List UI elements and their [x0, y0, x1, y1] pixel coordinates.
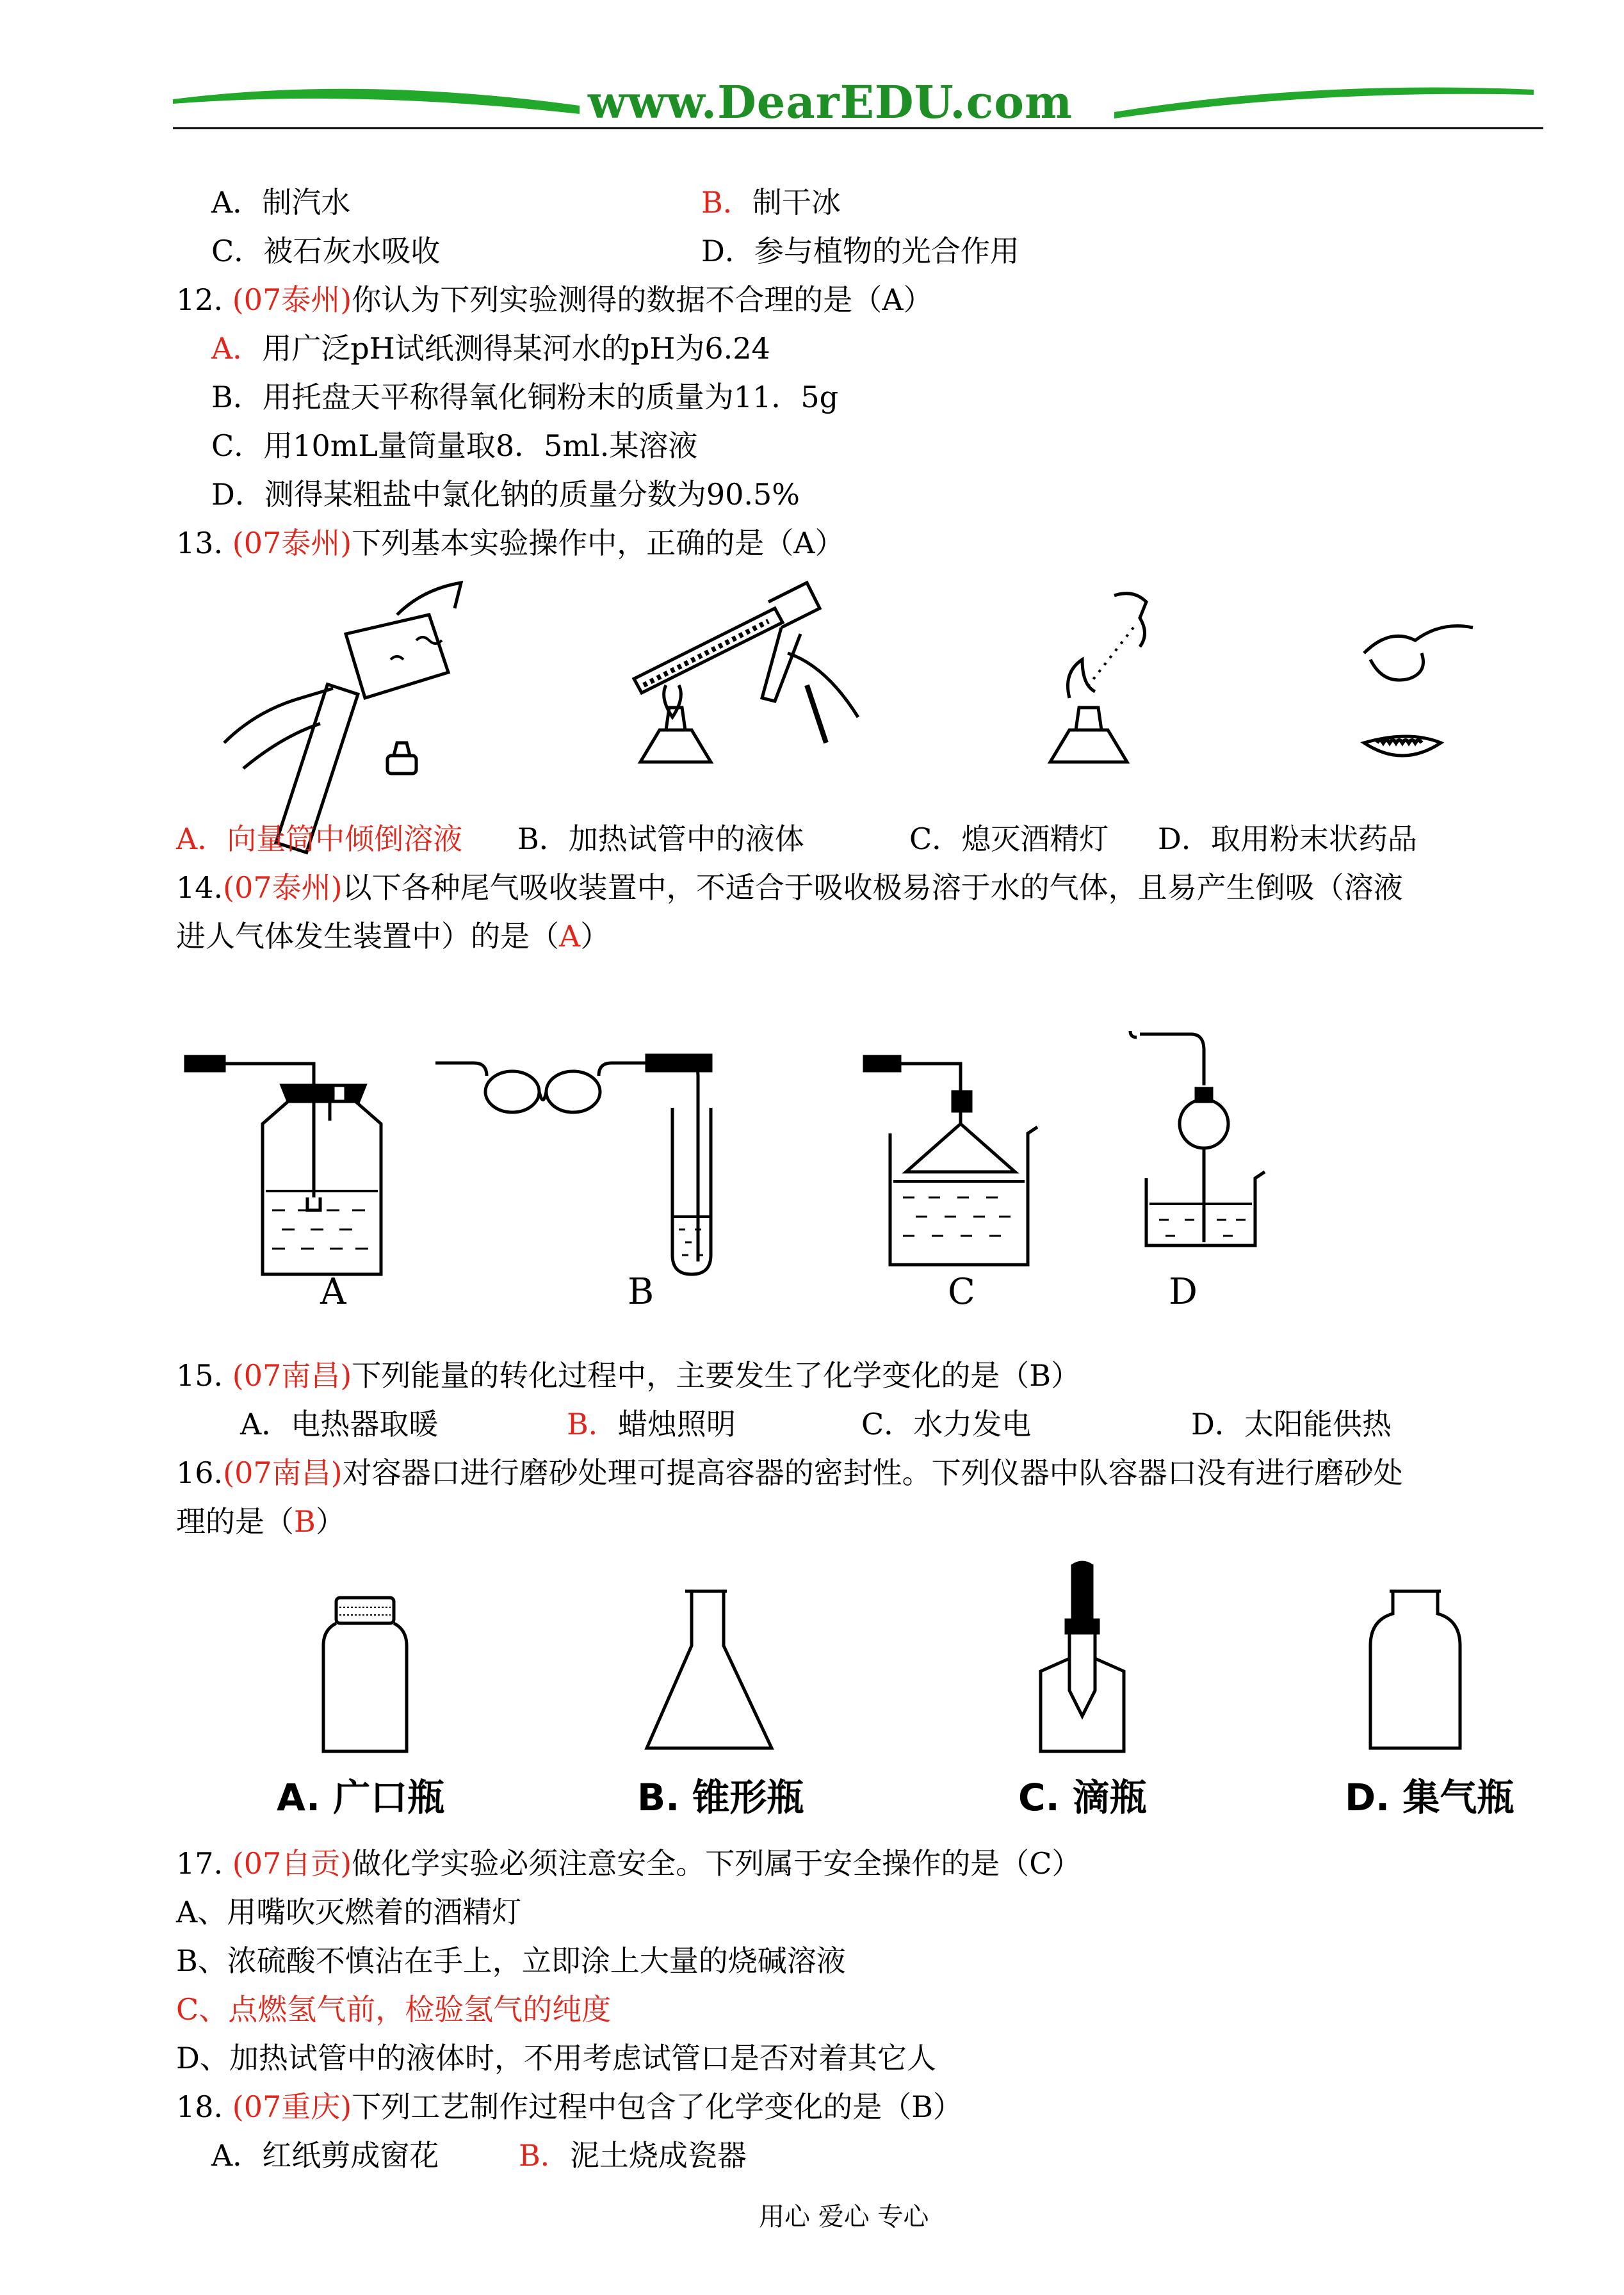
q12-source: (07泰州): [232, 282, 352, 317]
q18-stem: [176, 2082, 962, 2131]
q13-question: 下列基本实验操作中，正确的是（A）: [352, 526, 845, 560]
wide-mouth-bottle-icon: [317, 1594, 413, 1761]
dropper-bottle-icon: [1034, 1562, 1130, 1761]
q18-number: 18.: [176, 2089, 223, 2124]
q18-option-b: [519, 2131, 747, 2180]
q14-label-c: C: [948, 1271, 975, 1313]
q12-option-c: C．用10mL量筒量取8．5ml.某溶液: [211, 428, 698, 463]
q17-stem: [176, 1839, 1081, 1888]
taking-powder-icon: [1345, 615, 1486, 781]
q12-option-a: [211, 324, 770, 373]
q17-number: 17.: [176, 1846, 223, 1881]
q13-number: 13.: [176, 526, 223, 560]
q12-stem: [176, 275, 932, 324]
q13-option-c: C．熄灭酒精灯: [909, 822, 1109, 856]
q12-option-b: B．用托盘天平称得氧化铜粉末的质量为11．5g: [211, 380, 839, 414]
extinguishing-lamp-icon: [1037, 583, 1204, 788]
page-footer: 用心 爱心 专心: [759, 2202, 929, 2232]
q15-stem: [176, 1351, 1080, 1400]
q16-label-b: B. 锥形瓶: [637, 1776, 804, 1819]
q16-answer: B: [294, 1504, 316, 1539]
q11-option-b-prefix: B．: [701, 185, 752, 220]
q18-option-a: A．红纸剪成窗花: [211, 2138, 439, 2173]
q16-source: (07南昌): [223, 1456, 343, 1490]
q14-label-b: B: [628, 1271, 654, 1313]
q16-stem-line2: [176, 1497, 345, 1546]
q13-option-b: B．加热试管中的液体: [517, 822, 804, 856]
gas-washing-bottle-icon: [186, 1037, 391, 1281]
q16-label-a: A. 广口瓶: [277, 1776, 445, 1819]
q15-question: 下列能量的转化过程中，主要发生了化学变化的是（B）: [352, 1358, 1081, 1393]
q14-question-end: ）: [580, 919, 610, 953]
q11-option-c: C．被石灰水吸收: [211, 234, 441, 268]
q12-option-a-prefix: A．: [211, 331, 263, 366]
q16-label-d: D. 集气瓶: [1345, 1776, 1514, 1819]
q16-stem: [176, 1448, 1403, 1497]
q15-option-c: C．水力发电: [861, 1407, 1032, 1441]
q15-option-b-text: 蜡烛照明: [617, 1407, 736, 1441]
q15-option-b: [567, 1400, 736, 1448]
q14-stem: [176, 863, 1403, 912]
gas-collecting-bottle-icon: [1364, 1588, 1466, 1755]
q16-label-c: C. 滴瓶: [1018, 1776, 1147, 1819]
q16-question-cont: 理的是（: [176, 1504, 294, 1539]
funnel-over-beaker-icon: [865, 1044, 1044, 1274]
q12-option-a-text: 用广泛pH试纸测得某河水的pH为6.24: [262, 331, 770, 366]
q14-question-cont: 进人气体发生装置中）的是（: [176, 919, 559, 953]
q15-option-d: D．太阳能供热: [1191, 1407, 1392, 1441]
q13-option-d: D．取用粉末状药品: [1158, 822, 1417, 856]
q18-question: 下列工艺制作过程中包含了化学变化的是（B）: [352, 2089, 963, 2124]
q18-option-b-text: 泥土烧成瓷器: [569, 2138, 747, 2173]
q11-option-b: [701, 178, 841, 227]
q14-number: 14.: [176, 870, 223, 905]
q15-option-b-prefix: B．: [567, 1407, 618, 1441]
q17-question: 做化学实验必须注意安全。下列属于安全操作的是（C）: [352, 1846, 1082, 1881]
q17-option-b: B、浓硫酸不慎沾在手上，立即涂上大量的烧碱溶液: [176, 1943, 846, 1978]
q15-number: 15.: [176, 1358, 223, 1393]
conical-flask-icon: [644, 1588, 778, 1761]
q15-option-a: A．电热器取暖: [240, 1407, 439, 1441]
q16-question-end: ）: [315, 1504, 345, 1539]
q17-source: (07自贡): [232, 1846, 352, 1881]
q17-option-c: C、点燃氢气前，检验氢气的纯度: [176, 1992, 612, 2027]
q11-option-a: A．制汽水: [211, 185, 351, 220]
q14-question: 以下各种尾气吸收装置中，不适合于吸收极易溶于水的气体，且易产生倒吸（溶液: [342, 870, 1403, 905]
q14-label-d: D: [1169, 1271, 1198, 1313]
bulb-tube-in-beaker-icon: [1127, 1025, 1268, 1268]
pouring-into-cylinder-icon: [205, 576, 474, 794]
q11-option-d: D．参与植物的光合作用: [701, 234, 1019, 268]
q16-number: 16.: [176, 1456, 223, 1490]
q13-stem: [176, 519, 844, 567]
q12-question: 你认为下列实验测得的数据不合理的是（A）: [352, 282, 933, 317]
q18-source: (07重庆): [232, 2089, 352, 2124]
site-logo: www.DearEDU.com: [588, 76, 1073, 129]
q14-stem-line2: [176, 912, 610, 961]
q12-option-d: D．测得某粗盐中氯化钠的质量分数为90.5%: [211, 477, 800, 512]
q11-option-b-text: 制干冰: [752, 185, 841, 220]
q13-source: (07泰州): [232, 526, 352, 560]
q12-number: 12.: [176, 282, 223, 317]
q17-option-d: D、加热试管中的液体时，不用考虑试管口是否对着其它人: [176, 2041, 936, 2075]
q13-option-a: A．向量筒中倾倒溶液: [176, 822, 463, 856]
u-tube-with-test-tube-icon: [435, 1037, 730, 1281]
q14-source: (07泰州): [223, 870, 343, 905]
q18-option-b-prefix: B．: [519, 2138, 570, 2173]
q14-answer: A: [559, 919, 581, 953]
q15-source: (07南昌): [232, 1358, 352, 1393]
q14-label-a: A: [320, 1271, 346, 1313]
heating-test-tube-icon: [615, 570, 897, 800]
q17-option-a: A、用嘴吹灭燃着的酒精灯: [176, 1895, 522, 1929]
q16-question: 对容器口进行磨砂处理可提高容器的密封性。下列仪器中队容器口没有进行磨砂处: [342, 1456, 1403, 1490]
